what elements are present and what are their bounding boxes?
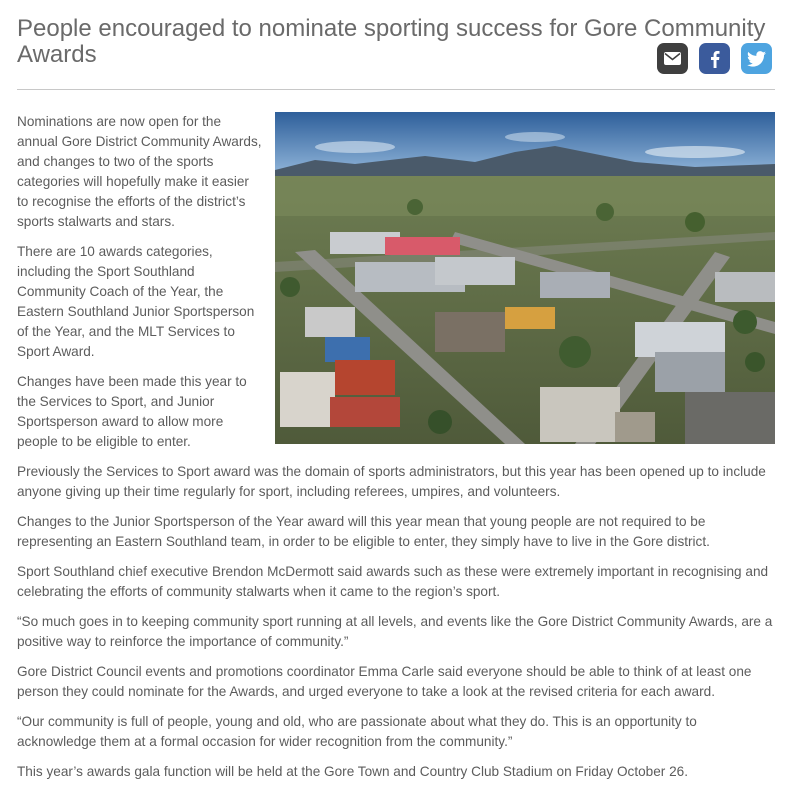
article-paragraph: Sport Southland chief executive Brendon McDermott said awards such as these were extremely important in recognising and celebrating the efforts of community stalwarts when it came to the region’s sport. [17, 564, 769, 599]
share-buttons [657, 43, 772, 74]
title-divider [17, 89, 775, 90]
share-twitter-button[interactable] [741, 43, 772, 74]
aerial-town-photo [275, 112, 775, 444]
twitter-icon [747, 51, 766, 67]
share-email-button[interactable] [657, 43, 688, 74]
envelope-icon [664, 52, 681, 65]
article-paragraph: “So much goes in to keeping community sport running at all levels, and events like the Gore District Community Awards, are a positive way to reinforce the importance of community.” [17, 614, 773, 649]
article-paragraph: Changes have been made this year to the Services to Sport, and Junior Sportsperson award to allow more people to be eligible to enter. [17, 374, 247, 449]
article-photo [275, 112, 775, 444]
article-paragraph: There are 10 awards categories, including the Sport Southland Community Coach of the Year, the Eastern Southland Junior Sportsperson of the Year, and the MLT Services to Sport Award. [17, 244, 255, 359]
article-body [17, 112, 775, 792]
facebook-icon [710, 50, 720, 68]
article-paragraph: Nominations are now open for the annual Gore District Community Awards, and changes to two of the sports categories will hopefully make it easier to recognise the efforts of the district’s sports stalwarts and stars. [17, 114, 262, 229]
article-paragraph: Changes to the Junior Sportsperson of the Year award will this year mean that young people are not required to be representing an Eastern Southland team, in order to be eligible to enter, they simply have to live in the Gore district. [17, 514, 710, 549]
article-paragraph: Previously the Services to Sport award was the domain of sports administrators, but this year has been opened up to include anyone giving up their time regularly for sport, including referees, umpires, and volunteers. [17, 464, 766, 499]
page-title: People encouraged to nominate sporting success for Gore Community Awards [17, 15, 766, 68]
article-paragraph: Gore District Council events and promotions coordinator Emma Carle said everyone should be able to think of at least one person they could nominate for the Awards, and urged everyone to take a look at the revised criteria for each award. [17, 664, 752, 699]
article-paragraph: This year’s awards gala function will be held at the Gore Town and Country Club Stadium on Friday October 26. [17, 764, 688, 779]
share-facebook-button[interactable] [699, 43, 730, 74]
article-paragraph: “Our community is full of people, young and old, who are passionate about what they do. This is an opportunity to acknowledge them at a formal occasion for wider recognition from the community.” [17, 714, 697, 749]
